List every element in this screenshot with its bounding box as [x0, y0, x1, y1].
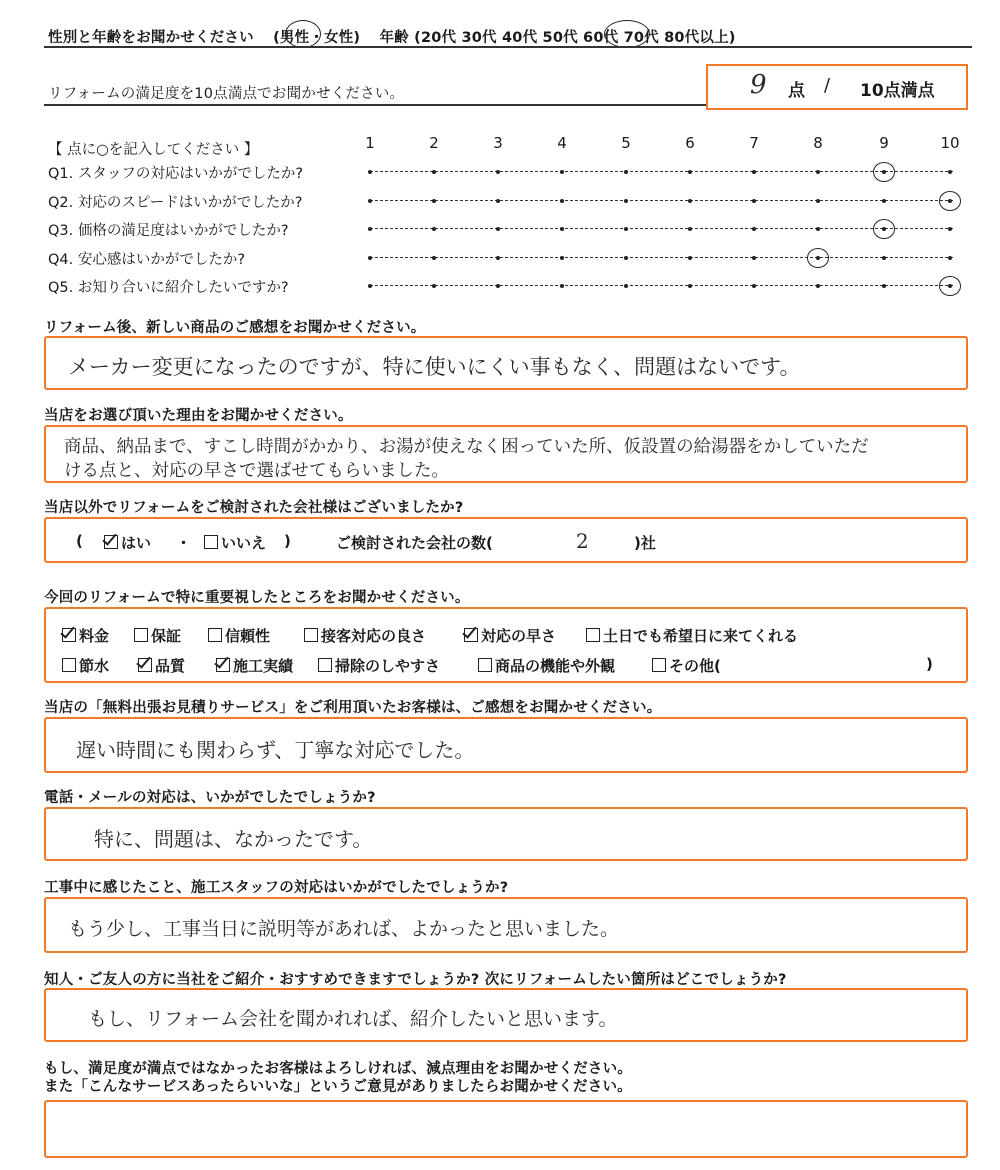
rating-point: [816, 170, 820, 174]
checkbox: [208, 628, 222, 642]
rating-point: [368, 199, 372, 203]
rating-instruction: 【 点に○を記入してください 】: [48, 142, 259, 158]
checkbox: [478, 658, 492, 672]
rating-point: [882, 284, 886, 288]
rating-question-label: Q5. お知り合いに紹介したいですか?: [48, 280, 289, 296]
scale-number: 2: [429, 134, 439, 152]
rating-point: [688, 256, 692, 260]
rating-point: [882, 199, 886, 203]
scale-number: 9: [879, 134, 889, 152]
important-option: [652, 655, 721, 676]
option-label: 商品の機能や外観: [495, 657, 616, 675]
checkbox-no: [204, 535, 218, 549]
scale-number: 7: [749, 134, 759, 152]
rating-point: [688, 170, 692, 174]
reason-question: 当店をお選び頂いた理由をお聞かせください。: [44, 408, 353, 424]
rating-point: [752, 199, 756, 203]
rating-point: [752, 256, 756, 260]
checkbox: [134, 628, 148, 642]
satisfaction-score-box: [706, 64, 968, 110]
rating-point: [368, 256, 372, 260]
phone-question: 電話・メールの対応は、いかがでしたでしょうか?: [44, 790, 376, 806]
reduce-answer-box: [44, 1100, 968, 1158]
rating-point: [752, 284, 756, 288]
rating-line: [370, 171, 953, 172]
rating-point: [624, 227, 628, 231]
rating-point: [560, 256, 564, 260]
option-yes: はい: [104, 532, 151, 553]
rating-point: [432, 284, 436, 288]
rating-point: [560, 199, 564, 203]
reason-answer-box: [44, 425, 968, 483]
option-label: 保証: [151, 627, 182, 645]
other-count: 2: [576, 529, 589, 553]
rating-question-label: Q3. 価格の満足度はいかがでしたか?: [48, 223, 289, 239]
scale-number: 8: [813, 134, 823, 152]
rating-point: [560, 227, 564, 231]
referral-answer-box: [44, 988, 968, 1042]
important-box: 料金 保証 信頼性 接客対応の良さ 対応の早さ 土日でも希望日に来てくれる 節水 品質 施工実績 掃除のしやすさ 商品の機能や外観 その他( ): [44, 607, 968, 683]
other-company-question: 当店以外でリフォームをご検討された会社様はございましたか?: [44, 500, 464, 516]
work-question: 工事中に感じたこと、施工スタッフの対応はいかがでしたでしょうか?: [44, 880, 509, 896]
checkbox: [216, 658, 230, 672]
rating-point: [688, 227, 692, 231]
scale-number: 6: [685, 134, 695, 152]
work-answer: もう少し、工事当日に説明等があれば、よかったと思いました。: [68, 918, 620, 940]
option-label: 節水: [79, 657, 110, 675]
selected-age-circle: [604, 20, 650, 48]
rating-point: [752, 227, 756, 231]
gender-options: (男性・女性): [273, 30, 361, 46]
rating-point: [496, 170, 500, 174]
satisfaction-max: 10点満点: [860, 81, 935, 101]
rating-point: [560, 284, 564, 288]
checkbox: [138, 658, 152, 672]
rating-line: [370, 257, 953, 258]
option-label: 信頼性: [225, 627, 271, 645]
important-option: [478, 655, 615, 676]
important-option: [464, 625, 556, 646]
referral-answer: もし、リフォーム会社を聞かれれば、紹介したいと思います。: [88, 1008, 618, 1030]
checkbox: [586, 628, 600, 642]
important-option: [216, 655, 293, 676]
other-count-unit: )社: [634, 534, 656, 552]
rating-point: [432, 256, 436, 260]
rating-point: [816, 199, 820, 203]
rating-point: [368, 284, 372, 288]
scale-number: 5: [621, 134, 631, 152]
referral-question: 知人・ご友人の方に当社をご紹介・おすすめできますでしょうか? 次にリフォームしたい箇所はどこでしょうか?: [44, 972, 787, 988]
rating-selected-circle: [807, 248, 829, 268]
reason-answer-line2: ける点と、対応の早さで選ばせてもらいました。: [64, 461, 449, 481]
rating-point: [948, 227, 952, 231]
option-label: 土日でも希望日に来てくれる: [603, 627, 799, 645]
rating-point: [948, 170, 952, 174]
other-count-label: ご検討された会社の数(: [336, 534, 493, 552]
important-option: [62, 625, 109, 646]
rating-point: [496, 256, 500, 260]
rating-point: [560, 170, 564, 174]
age-options: (20代 30代 40代 50代 60代 70代 80代以上): [414, 30, 736, 46]
checkbox: [62, 628, 76, 642]
option-label: 接客対応の良さ: [321, 627, 427, 645]
option-label: 品質: [155, 657, 186, 675]
checkbox: [304, 628, 318, 642]
satisfaction-unit: 点: [788, 81, 805, 101]
rating-point: [624, 256, 628, 260]
rating-point: [948, 256, 952, 260]
phone-answer-box: [44, 807, 968, 861]
rating-selected-circle: [873, 162, 895, 182]
reduce-question-1: もし、満足度が満点ではなかったお客様はよろしければ、減点理由をお聞かせください。: [44, 1061, 632, 1077]
checkbox: [62, 658, 76, 672]
estimate-question: 当店の「無料出張お見積りサービス」をご利用頂いたお客様は、ご感想をお聞かせください。: [44, 700, 662, 716]
checkbox: [318, 658, 332, 672]
rating-point: [432, 199, 436, 203]
rating-point: [624, 170, 628, 174]
satisfaction-question: リフォームの満足度を10点満点でお聞かせください。: [48, 86, 405, 102]
scale-number: 10: [940, 134, 960, 152]
satisfaction-score: 9: [750, 70, 767, 100]
rating-point: [368, 170, 372, 174]
rating-question-label: Q1. スタッフの対応はいかがでしたか?: [48, 166, 304, 182]
rating-selected-circle: [939, 276, 961, 296]
scale-number: 4: [557, 134, 567, 152]
important-question: 今回のリフォームで特に重要視したところをお聞かせください。: [44, 590, 470, 606]
important-option: [586, 625, 798, 646]
rating-point: [816, 227, 820, 231]
rating-point: [368, 227, 372, 231]
rating-point: [752, 170, 756, 174]
rating-line: [370, 285, 953, 286]
other-company-box: ( はい ・ いいえ ) ご検討された会社の数( 2 )社: [44, 517, 968, 563]
important-option: [134, 625, 181, 646]
important-option: [318, 655, 440, 676]
important-option: [138, 655, 185, 676]
gender-age-question: 性別と年齢をお聞かせください (男性・女性) 年齢 (20代 30代 40代 50代 60代 70代 80代以上): [48, 30, 736, 46]
rating-point: [816, 284, 820, 288]
rating-selected-circle: [873, 219, 895, 239]
option-label: 掃除のしやすさ: [335, 657, 441, 675]
option-label: 施工実績: [233, 657, 294, 675]
rating-selected-circle: [939, 191, 961, 211]
checkbox-yes: [104, 535, 118, 549]
rating-point: [496, 284, 500, 288]
rating-point: [624, 199, 628, 203]
important-option: [208, 625, 270, 646]
option-no: いいえ: [204, 532, 266, 553]
reason-answer-line1: 商品、納品まで、すこし時間がかかり、お湯が使えなく困っていた所、仮設置の給湯器をかしていただ: [64, 437, 869, 457]
option-label: 料金: [79, 627, 110, 645]
checkbox: [652, 658, 666, 672]
age-label: 年齢: [379, 30, 409, 46]
rating-point: [432, 227, 436, 231]
rating-point: [624, 284, 628, 288]
estimate-answer-box: [44, 717, 968, 773]
checkbox: [464, 628, 478, 642]
satisfaction-separator: /: [824, 75, 831, 96]
option-label: その他(: [669, 657, 721, 675]
rating-point: [882, 256, 886, 260]
scale-number: 3: [493, 134, 503, 152]
option-label: 対応の早さ: [481, 627, 557, 645]
work-answer-box: [44, 897, 968, 953]
satisfaction-underline: [44, 104, 706, 106]
important-option: [62, 655, 109, 676]
important-option: [304, 625, 426, 646]
rating-line: [370, 200, 953, 201]
reduce-question-2: また「こんなサービスあったらいいな」というご意見がありましたらお聞かせください。: [44, 1079, 632, 1095]
rating-point: [688, 199, 692, 203]
rating-question-label: Q4. 安心感はいかがでしたか?: [48, 252, 246, 268]
rating-point: [432, 170, 436, 174]
rating-point: [496, 199, 500, 203]
selected-gender-circle: [285, 20, 321, 48]
product-question: リフォーム後、新しい商品のご感想をお聞かせください。: [44, 320, 426, 336]
header-underline: [44, 46, 972, 48]
scale-number: 1: [365, 134, 375, 152]
phone-answer: 特に、問題は、なかったです。: [94, 827, 373, 851]
estimate-answer: 遅い時間にも関わらず、丁寧な対応でした。: [76, 738, 475, 762]
rating-point: [496, 227, 500, 231]
product-answer: メーカー変更になったのですが、特に使いにくい事もなく、問題はないです。: [68, 355, 801, 379]
rating-line: [370, 228, 953, 229]
product-answer-box: [44, 336, 968, 390]
rating-question-label: Q2. 対応のスピードはいかがでしたか?: [48, 195, 303, 211]
rating-point: [688, 284, 692, 288]
